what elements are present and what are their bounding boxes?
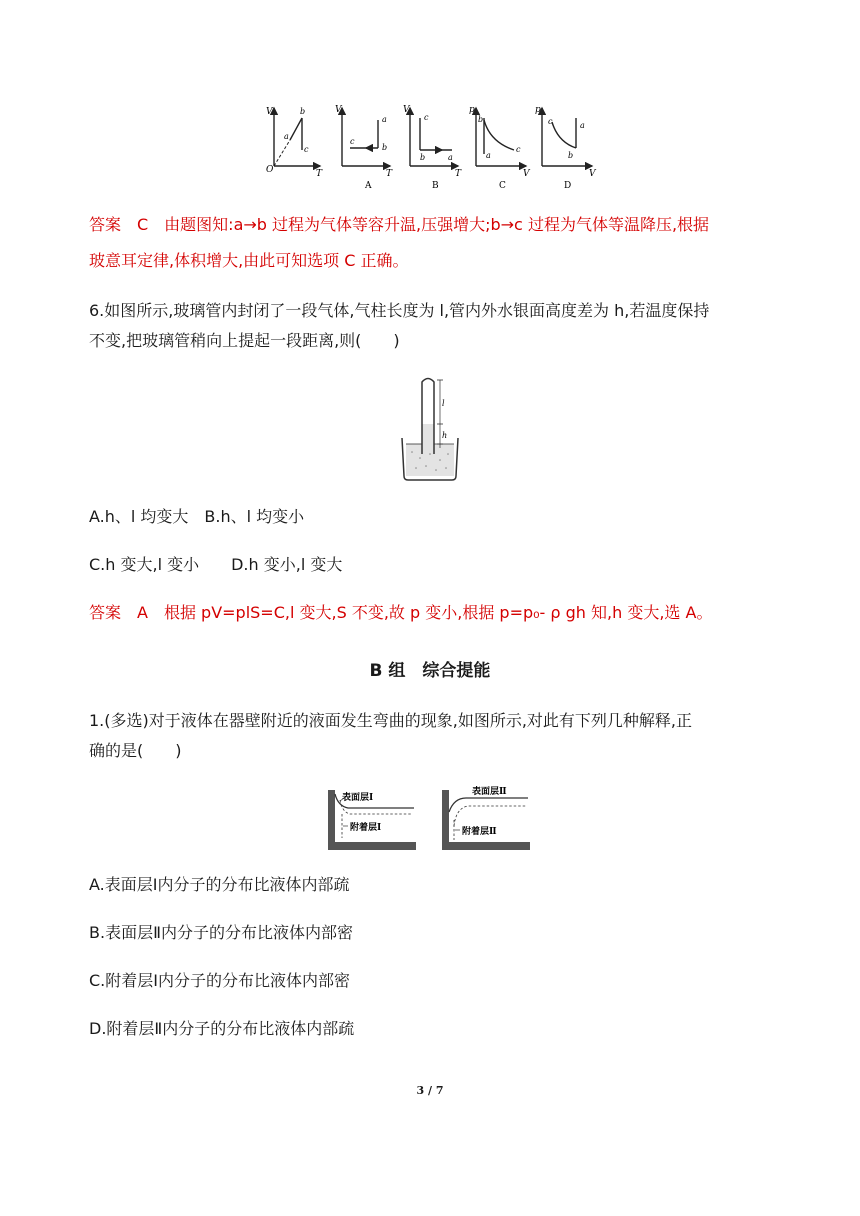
panel-option-a-point-a: a (382, 115, 387, 124)
panel-option-a-x-axis-label: T (386, 169, 393, 179)
surface-layer-2-label: 表面层Ⅱ (472, 787, 507, 797)
panel-label-d: D (564, 181, 572, 191)
panel-a-x-axis-label: T (316, 169, 323, 179)
question-6-line-2: 不变,把玻璃管稍向上提起一段距离,则( ) (89, 331, 400, 350)
question-6-options-ab: A.h、l 均变大 B.h、l 均变小 (89, 507, 305, 526)
attachment-layer-1-label: 附着层Ⅰ (350, 823, 382, 833)
panel-a-y-axis-label: V (266, 107, 273, 117)
panel-option-b-y-axis-label: V (403, 105, 410, 115)
answer-5-line-2: 玻意耳定律,体积增大,由此可知选项 C 正确。 (89, 251, 409, 270)
panel-option-b-point-a: a (448, 153, 453, 162)
panel-a-point-a: a (284, 132, 289, 141)
state-diagrams-figure (262, 100, 602, 192)
panel-option-d-y-axis-label: p (535, 105, 541, 115)
question-6-line-1: 6.如图所示,玻璃管内封闭了一段气体,气柱长度为 l,管内外水银面高度差为 h,若温度保持 (89, 301, 710, 320)
surface-layer-1-label: 表面层Ⅰ (342, 793, 374, 803)
panel-a-vt-graph (274, 108, 320, 166)
panel-a-point-b: b (300, 107, 306, 116)
panel-option-c-graph (476, 108, 526, 166)
answer-5-line-1: 答案 C 由题图知:a→b 过程为气体等容升温,压强增大;b→c 过程为气体等温降压,根据 (89, 215, 710, 234)
meniscus-figure (326, 786, 532, 854)
panel-option-d-point-c: c (548, 117, 553, 126)
page-number: 3 / 7 (416, 1084, 444, 1097)
question-b1-option-b: B.表面层Ⅱ内分子的分布比液体内部密 (89, 923, 353, 942)
panel-option-b-point-b: b (420, 153, 426, 162)
question-b1-option-a: A.表面层Ⅰ内分子的分布比液体内部疏 (89, 875, 350, 894)
panel-option-d-x-axis-label: V (589, 169, 596, 179)
panel-option-a-point-c: c (350, 137, 355, 146)
meniscus-right-container (442, 790, 530, 850)
question-b1-line-1: 1.(多选)对于液体在器壁附近的液面发生弯曲的现象,如图所示,对此有下列几种解释,正 (89, 711, 693, 730)
glass-tube-figure (400, 374, 460, 482)
panel-option-a-point-b: b (382, 143, 388, 152)
panel-option-d-point-b: b (568, 151, 574, 160)
section-b-title: B 组 综合提能 (369, 661, 491, 681)
panel-a-point-c: c (304, 145, 309, 154)
panel-option-c-x-axis-label: V (523, 169, 530, 179)
attachment-layer-2-label: 附着层Ⅱ (462, 827, 497, 837)
panel-label-c: C (499, 181, 506, 191)
panel-option-b-x-axis-label: T (455, 169, 462, 179)
panel-option-c-y-axis-label: p (469, 105, 475, 115)
panel-option-c-point-c: c (516, 145, 521, 154)
question-b1-line-2: 确的是( ) (89, 741, 182, 760)
gas-column-label-l: l (442, 399, 445, 408)
answer-6: 答案 A 根据 pV=plS=C,l 变大,S 不变,故 p 变小,根据 p=p₀- ρ gh 知,h 变大,选 A。 (89, 603, 713, 622)
panel-label-a: A (365, 181, 372, 191)
height-difference-label-h: h (442, 431, 448, 440)
panel-option-c-point-a: a (486, 151, 491, 160)
panel-a-origin-label: O (266, 165, 274, 175)
question-6-options-cd: C.h 变大,l 变小 D.h 变小,l 变大 (89, 555, 343, 574)
panel-label-b: B (432, 181, 439, 191)
panel-option-b-point-c: c (424, 113, 429, 122)
question-b1-option-d: D.附着层Ⅱ内分子的分布比液体内部疏 (89, 1019, 355, 1038)
question-b1-option-c: C.附着层Ⅰ内分子的分布比液体内部密 (89, 971, 350, 990)
panel-option-a-y-axis-label: V (335, 105, 342, 115)
panel-option-c-point-b: b (478, 115, 484, 124)
panel-option-d-point-a: a (580, 121, 585, 130)
